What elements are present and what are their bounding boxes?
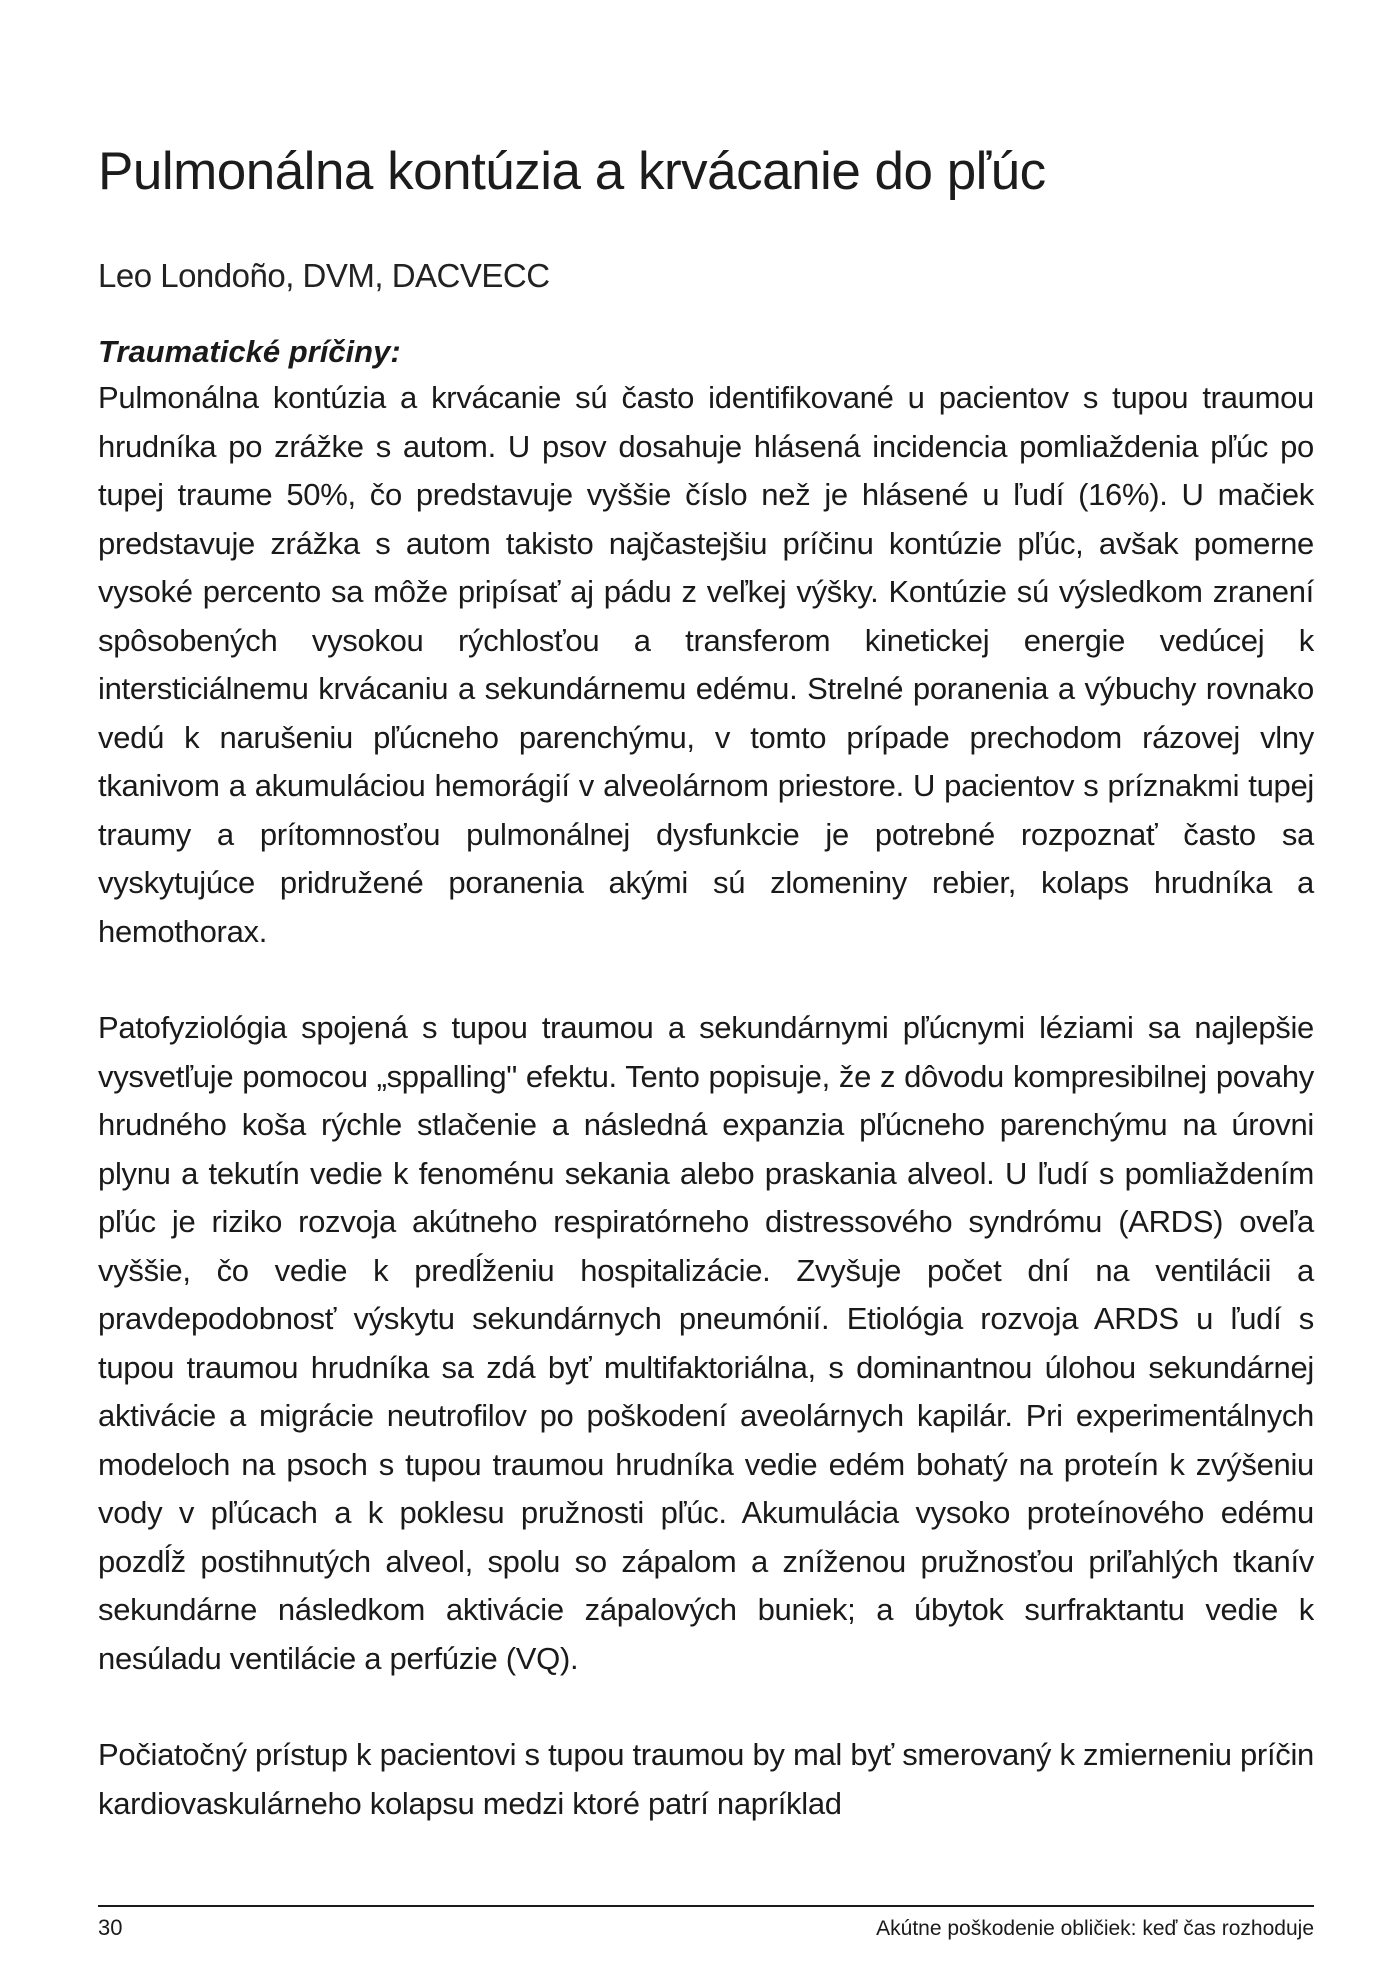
paragraph-3: Počiatočný prístup k pacientovi s tupou traumou by mal byť smerovaný k zmierneniu príčin kardiovaskulárneho kolapsu medzi ktoré patrí napríklad [98, 1737, 1314, 1821]
running-title: Akútne poškodenie obličiek: keď čas rozhoduje [876, 1917, 1314, 1940]
page-number: 30 [98, 1915, 123, 1940]
paragraph-2: Patofyziológia spojená s tupou traumou a sekundárnymi pľúcnymi léziami sa najlepšie vysvetľuje pomocou „sppalling" efektu. Tento popisuje, že z dôvodu kompresibilnej povahy hrudného koša rýchle stlačenie a následná expanzia pľúcneho parenchýmu na úrovni plynu a tekutín vedie k fenoménu sekania alebo praskania alveol. U ľudí s pomliaždením pľúc je riziko rozvoja akútneho respiratórneho distressového syndrómu (ARDS) oveľa vyššie, čo vedie k predĺženiu hospitalizácie. Zvyšuje počet dní na ventilácii a pravdepodobnosť výskytu sekundárnych pneumónií. Etiológia rozvoja ARDS u ľudí s tupou traumou hrudníka sa zdá byť multifaktoriálna, s dominantnou úlohou sekundárnej aktivácie a migrácie neutrofilov po poškodení aveolárnych kapilár. Pri experimentálnych modeloch na psoch s tupou traumou hrudníka vedie edém bohatý na proteín k zvýšeniu vody v pľúcach a k poklesu pružnosti pľúc. Akumulácia vysoko proteínového edému pozdĺž postihnutých alveol, spolu so zápalom a zníženou pružnosťou priľahlých tkanív sekundárne následkom aktivácie zápalových buniek; a úbytok surfraktantu vedie k nesúladu ventilácie a perfúzie (VQ). [98, 1010, 1314, 1676]
article [98, 140, 1314, 1876]
article-title: Pulmonálna kontúzia a krvácanie do pľúc [98, 142, 1046, 201]
page-footer [98, 1905, 1314, 1941]
paragraph-1: Pulmonálna kontúzia a krvácanie sú často identifikované u pacientov s tupou traumou hrudníka po zrážke s autom. U psov dosahuje hlásená incidencia pomliaždenia pľúc po tupej traume 50%, čo predstavuje vyššie číslo než je hlásené u ľudí (16%). U mačiek predstavuje zrážka s autom takisto najčastejšiu príčinu kontúzie pľúc, avšak pomerne vysoké percento sa môže pripísať aj pádu z veľkej výšky. Kontúzie sú výsledkom zranení spôsobených vysokou rýchlosťou a transferom kinetickej energie vedúcej k intersticiálnemu krvácaniu a sekundárnemu edému. Strelné poranenia a výbuchy rovnako vedú k narušeniu pľúcneho parenchýmu, v tomto prípade prechodom rázovej vlny tkanivom a akumuláciou hemorágií v alveolárnom priestore. U pacientov s príznakmi tupej traumy a prítomnosťou pulmonálnej dysfunkcie je potrebné rozpoznať často sa vyskytujúce pridružené poranenia akými sú zlomeniny rebier, kolaps hrudníka a hemothorax. [98, 380, 1314, 949]
section-heading: Traumatické príčiny: [98, 334, 401, 369]
article-author: Leo Londoño, DVM, DACVECC [98, 257, 550, 294]
